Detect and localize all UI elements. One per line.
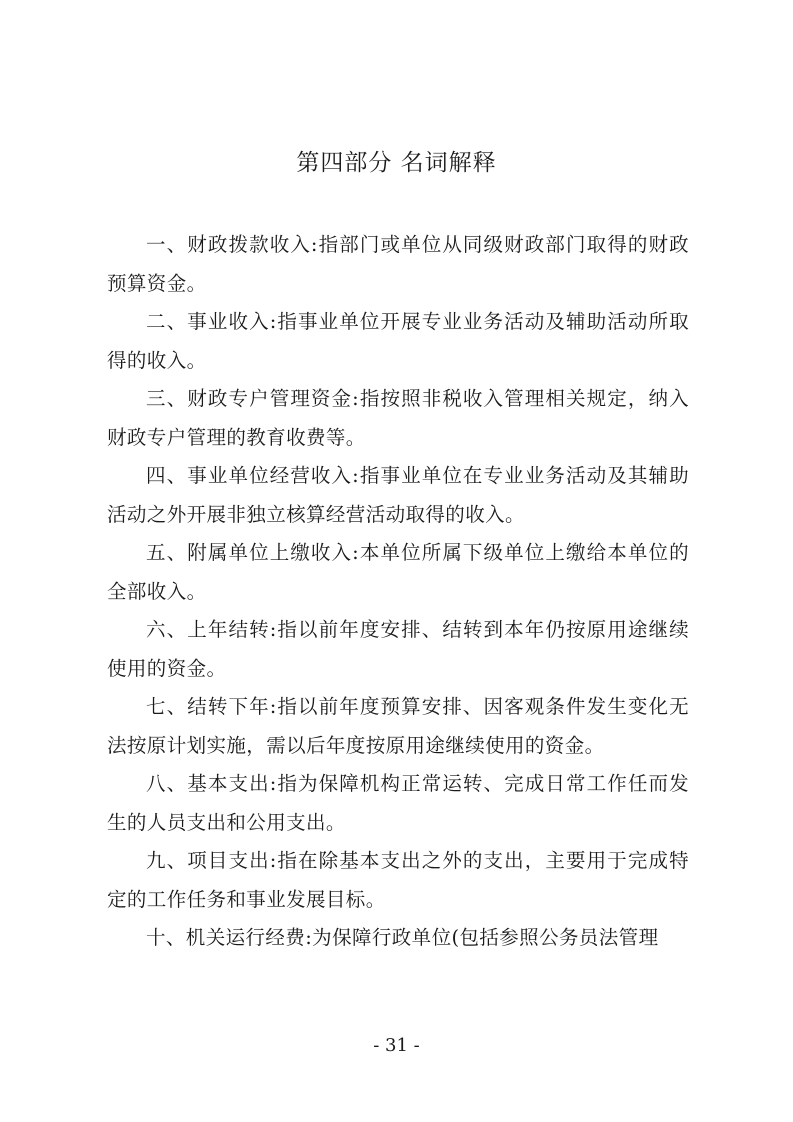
definition-paragraph: 八、基本支出:指为保障机构正常运转、完成日常工作任而发生的人员支出和公用支出。 — [107, 772, 689, 834]
definition-paragraph: 三、财政专户管理资金:指按照非税收入管理相关规定，纳入财政专户管理的教育收费等。 — [107, 387, 689, 449]
definition-paragraph: 一、财政拨款收入:指部门或单位从同级财政部门取得的财政预算资金。 — [107, 233, 689, 295]
definition-paragraph: 四、事业单位经营收入:指事业单位在专业业务活动及其辅助活动之外开展非独立核算经营活动取得的收入。 — [107, 464, 689, 526]
definition-paragraph: 二、事业收入:指事业单位开展专业业务活动及辅助活动所取得的收入。 — [107, 310, 689, 372]
definition-paragraph: 五、附属单位上缴收入:本单位所属下级单位上缴给本单位的全部收入。 — [107, 541, 689, 603]
definition-paragraph: 十、机关运行经费:为保障行政单位(包括参照公务员法管理 — [146, 926, 659, 949]
page-number: - 31 - — [373, 1035, 420, 1056]
definitions-body — [107, 226, 689, 958]
page-title: 第四部分 名词解释 — [296, 150, 497, 176]
definition-paragraph: 九、项目支出:指在除基本支出之外的支出，主要用于完成特定的工作任务和事业发展目标。 — [107, 849, 689, 911]
definition-paragraph: 六、上年结转:指以前年度安排、结转到本年仍按原用途继续使用的资金。 — [107, 618, 689, 680]
definition-paragraph: 七、结转下年:指以前年度预算安排、因客观条件发生变化无法按原计划实施，需以后年度按原用途继续使用的资金。 — [107, 695, 689, 757]
